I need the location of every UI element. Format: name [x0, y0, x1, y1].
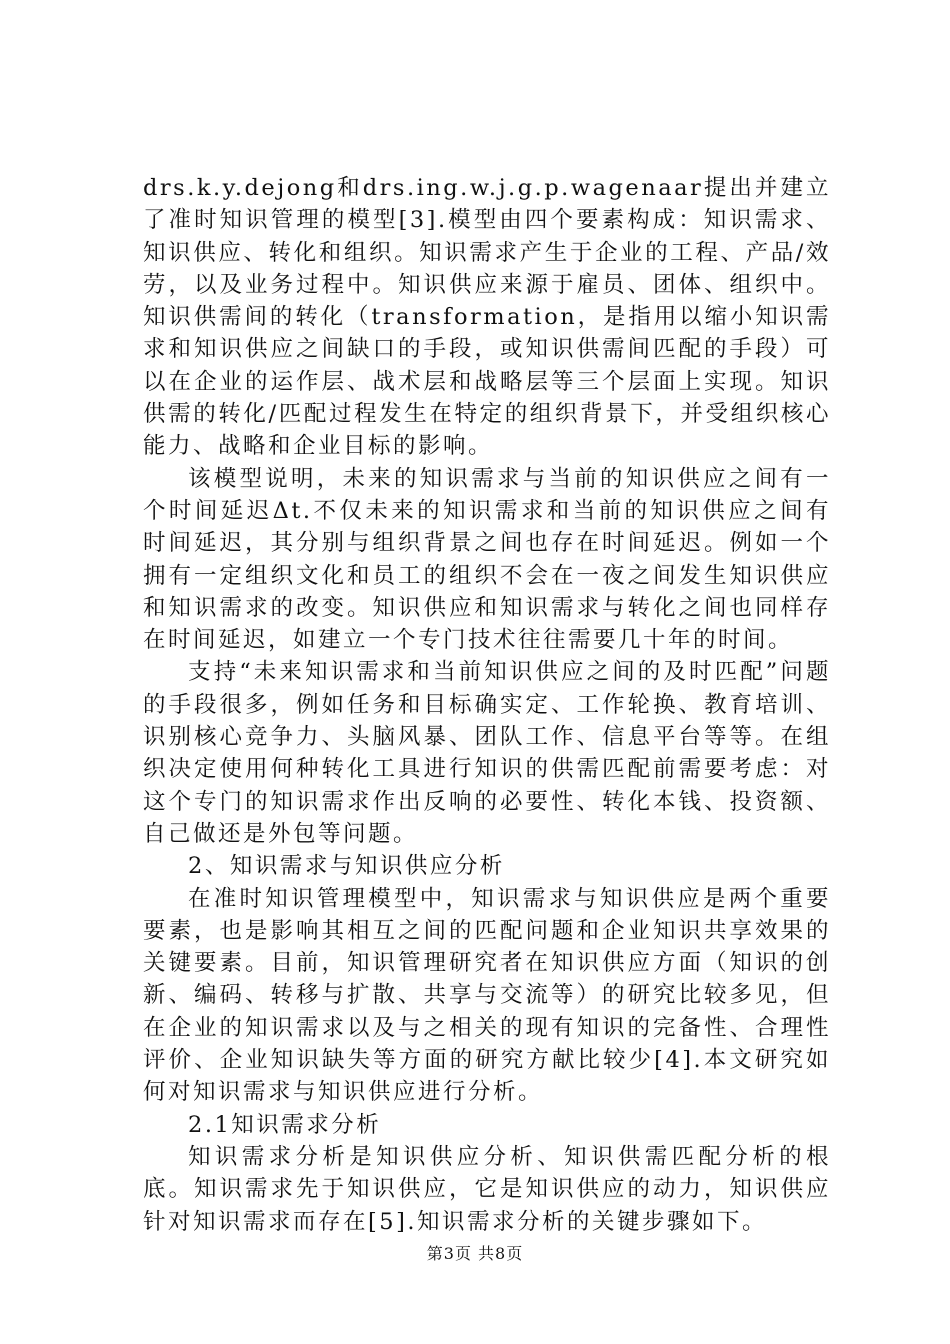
page-footer: 第3页 共8页 — [426, 1244, 524, 1263]
paragraph-matching-methods: 支持“未来知识需求和当前知识供应之间的及时匹配”问题的手段很多，例如任务和目标确实定、工作轮换、教育培训、识别核心竞争力、头脑风暴、团队工作、信息平台等等。在组织决定使用何种转化工具进行知识的供需匹配前需要考虑：对这个专门的知识需求作出反响的必要性、转化本钱、投资额、自己做还是外包等问题。 — [143, 659, 831, 847]
paragraph-jit-km-model: drs.k.y.dejong和drs.ing.w.j.g.p.wagenaar提出并建立了准时知识管理的模型[3].模型由四个要素构成：知识需求、知识供应、转化和组织。知识需求产生于企业的工程、产品/效劳，以及业务过程中。知识供应来源于雇员、团体、组织中。知识供需间的转化（transformation，是指用以缩小知识需求和知识供应之间缺口的手段，或知识供需间匹配的手段）可以在企业的运作层、战术层和战略层等三个层面上实现。知识供需的转化/匹配过程发生在特定的组织背景下，并受组织核心能力、战略和企业目标的影响。 — [143, 175, 831, 460]
document-body — [143, 172, 831, 1238]
paragraph-time-delay: 该模型说明，未来的知识需求与当前的知识供应之间有一个时间延迟Δt.不仅未来的知识需求和当前的知识供应之间有时间延迟，其分别与组织背景之间也存在时间延迟。例如一个拥有一定组织文化和员工的组织不会在一夜之间发生知识供应和知识需求的改变。知识供应和知识需求与转化之间也同样存在时间延迟，如建立一个专门技术往往需要几十年的时间。 — [143, 465, 831, 654]
paragraph-demand-analysis: 知识需求分析是知识供应分析、知识供需匹配分析的根底。知识需求先于知识供应，它是知识供应的动力，知识供应针对知识需求而存在[5].知识需求分析的关键步骤如下。 — [143, 1143, 831, 1235]
paragraph-demand-supply-intro: 在准时知识管理模型中，知识需求与知识供应是两个重要要素，也是影响其相互之间的匹配问题和企业知识共享效果的关键要素。目前，知识管理研究者在知识供应方面（知识的创新、编码、转移与扩散、共享与交流等）的研究比较多见，但在企业的知识需求以及与之相关的现有知识的完备性、合理性评价、企业知识缺失等方面的研究方献比较少[4].本文研究如何对知识需求与知识供应进行分析。 — [143, 885, 831, 1106]
section-heading-2-1: 2.1知识需求分析 — [188, 1111, 382, 1138]
section-heading-2: 2、知识需求与知识供应分析 — [188, 853, 505, 880]
